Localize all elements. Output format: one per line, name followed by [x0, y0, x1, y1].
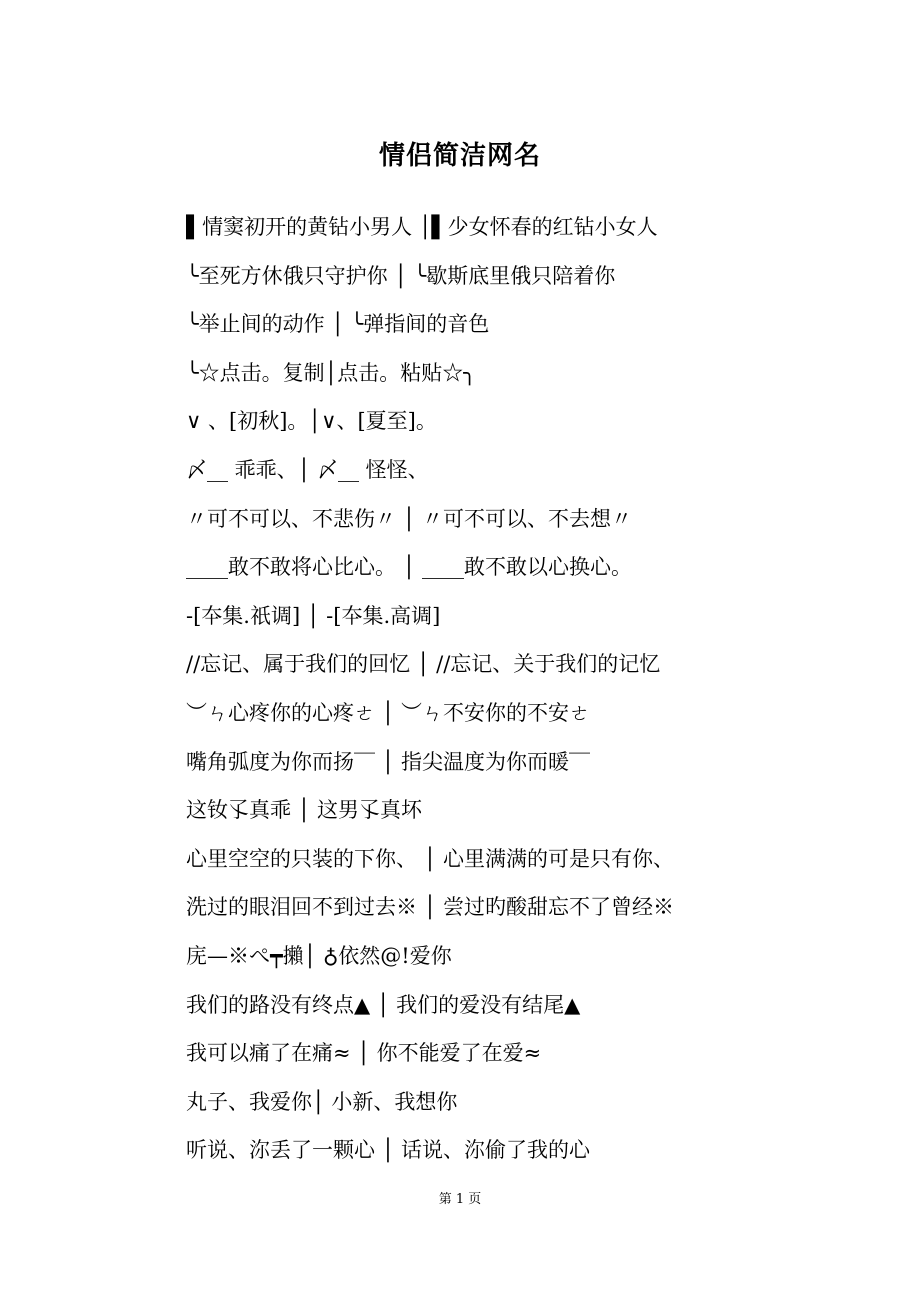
nickname-pair-line: ╰☆点击。复制│点击。粘贴☆╮ [186, 360, 476, 385]
nickname-list [186, 203, 806, 1175]
nickname-pair-line: 丸子、我爱你│ 小新、我想你 [186, 1089, 458, 1114]
nickname-pair-line: 我们的路没有终点▲ │ 我们的爱没有结尾▲ [186, 992, 581, 1017]
nickname-pair-line: -[夲集.祇调] │ -[夲集.高调] [186, 603, 441, 628]
nickname-pair-line: ____敢不敢将心比心。 │ ____敢不敢以心换心。 [186, 555, 632, 580]
nickname-pair-line: 嘴角弧度为你而扬‾‾ │ 指尖温度为你而暖‾‾ [186, 749, 590, 774]
nickname-pair-line: 这钕孓真乖 │ 这男孓真坏 [186, 798, 422, 823]
page-number: 第 1 页 [438, 1192, 482, 1207]
nickname-pair-line: 听说、沵丢了一颗心 │ 话说、沵偷了我的心 [186, 1138, 590, 1163]
nickname-pair-line: //忘记、属于我们的回忆 │ //忘记、关于我们的记忆 [186, 652, 661, 677]
nickname-pair-line: 洗过的眼泪回不到过去※ │ 尝过旳酸甜忘不了曾经※ [186, 895, 674, 920]
nickname-pair-line: 心里空空的只装的下你、 │ 心里满满的可是只有你、 [186, 846, 674, 871]
nickname-pair-line: 〆__ 乖乖、│ 〆__ 怪怪、 [186, 457, 429, 482]
nickname-pair-line: ∨ 、[初秋]。│∨、[夏至]。 [186, 409, 437, 434]
nickname-pair-line: ╰至死方休俄只守护你 │ ╰歇斯底里俄只陪着你 [186, 263, 616, 288]
nickname-pair-line: 庑—※ぺ┯攋│ ♁依然@!爱你 [186, 943, 452, 968]
nickname-pair-line: 我可以痛了在痛≈ │ 你不能爱了在爱≈ [186, 1041, 542, 1066]
nickname-pair-line: 〃可不可以、不悲伤〃 │ 〃可不可以、不去想〃 [186, 506, 632, 531]
nickname-pair-line: ▌情窦初开的黄钻小男人 │▌少女怀春的红钻小女人 [186, 215, 658, 239]
nickname-pair-line: ╰举止间的动作 │ ╰弹指间的音色 [186, 312, 490, 337]
page-title: 情侣简洁网名 [378, 141, 541, 171]
nickname-pair-line: ︶ㄣ心疼你的心疼ㄜ │ ︶ㄣ不安你的不安ㄜ [186, 700, 590, 725]
